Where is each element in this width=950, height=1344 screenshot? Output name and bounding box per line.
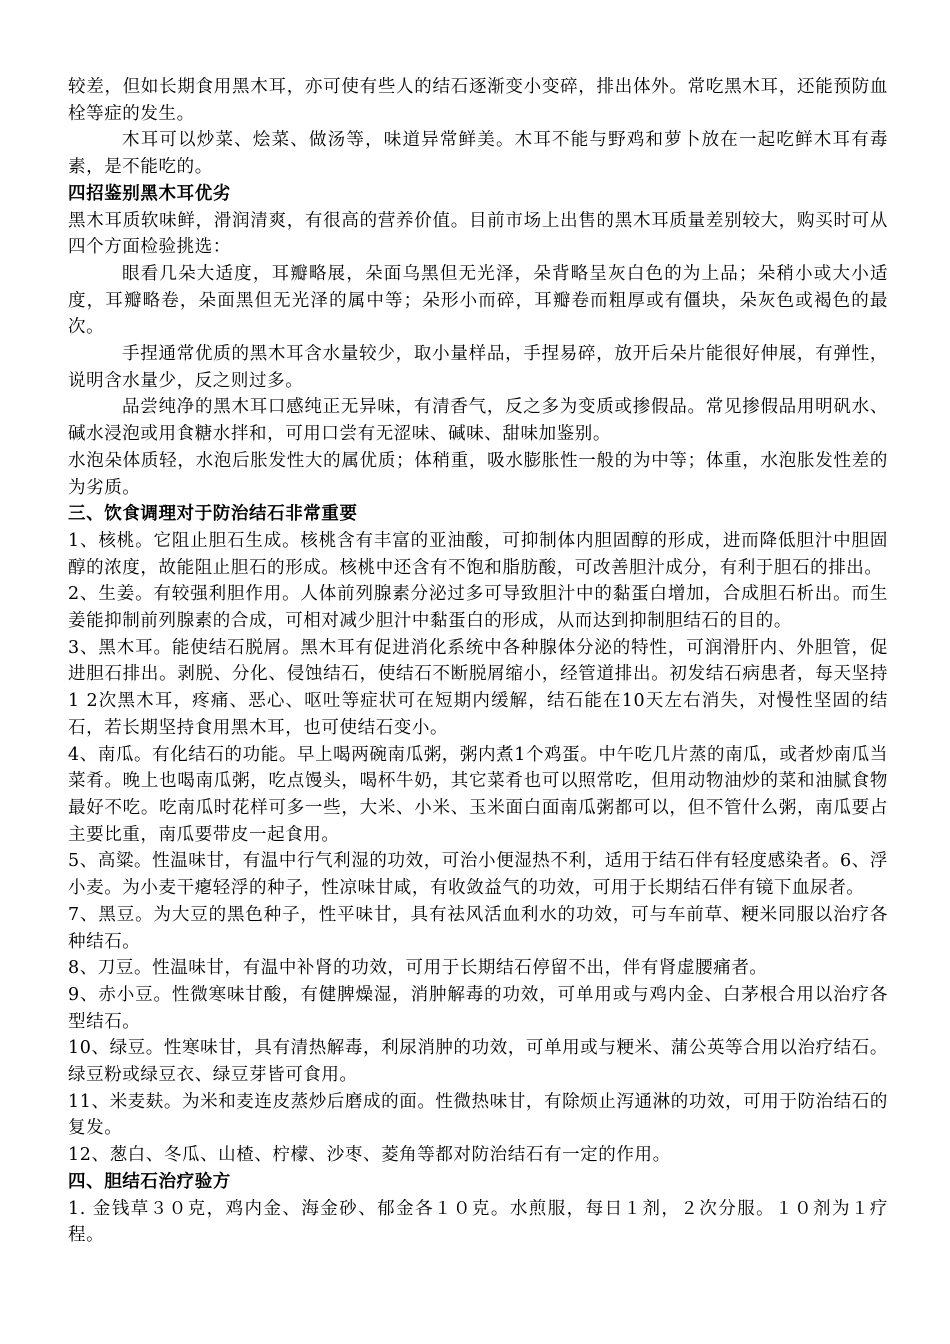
list-item-black-bean: 7、黑豆。为大豆的黑色种子，性平味甘，具有祛风活血利水的功效，可与车前草、粳米同服以治疗各种结石。: [68, 904, 888, 952]
document-page: [68, 74, 888, 1249]
list-item-mung-bean: 10、绿豆。性寒味甘，具有清热解毒，利尿消肿的功效，可单用或与粳米、蒲公英等合用以治疗结石。绿豆粉或绿豆衣、绿豆芽皆可食用。: [68, 1038, 888, 1086]
list-item-walnut: 1、核桃。它阻止胆石生成。核桃含有丰富的亚油酸，可抑制体内胆固醇的形成，进而降低胆汁中胆固醇的浓度，故能阻止胆石的形成。核桃中还含有不饱和脂肪酸，可改善胆汁成分，有利于胆石的排出。: [68, 530, 888, 578]
heading-remedies: 四、胆结石治疗验方: [68, 1171, 231, 1192]
list-item-sword-bean: 8、刀豆。性温味甘，有温中补肾的功效，可用于长期结石停留不出，伴有肾虚腰痛者。: [68, 958, 768, 979]
heading-fungus-quality: 四招鉴别黑木耳优劣: [68, 183, 231, 204]
heading-diet-section: 三、饮食调理对于防治结石非常重要: [68, 504, 358, 525]
paragraph-eye-check: 眼看几朵大适度，耳瓣略展，朵面乌黑但无光泽，朵背略呈灰白色的为上品；朵稍小或大小适度，耳瓣略卷，朵面黑但无光泽的属中等；朵形小而碎，耳瓣卷而粗厚或有僵块，朵灰色或褐色的最次。: [68, 263, 888, 338]
list-item-pumpkin: 4、南瓜。有化结石的功能。早上喝两碗南瓜粥，粥内煮1个鸡蛋。中午吃几片蒸的南瓜，或者炒南瓜当菜肴。晚上也喝南瓜粥，吃点馒头，喝杯牛奶，其它菜肴也可以照常吃，但用动物油炒的菜和油腻食物最好不吃。吃南瓜时花样可多一些，大米、小米、玉米面白面南瓜粥都可以，但不管什么粥，南瓜要占主要比重，南瓜要带皮一起食用。: [68, 744, 888, 845]
paragraph-water-check: 水泡朵体质轻，水泡后胀发性大的属优质；体稍重，吸水膨胀性一般的为中等；体重，水泡胀发性差的为劣质。: [68, 450, 888, 498]
list-item-bran: 11、米麦麸。为米和麦连皮蒸炒后磨成的面。性微热味甘，有除烦止泻通淋的功效，可用于防治结石的复发。: [68, 1091, 888, 1139]
list-item-black-fungus: 3、黑木耳。能使结石脱屑。黑木耳有促进消化系统中各种腺体分泌的特性，可润滑肝内、外胆管，促进胆石排出。剥脱、分化、侵蚀结石，使结石不断脱屑缩小，经管道排出。初发结石病患者，每天坚持1 2次黑木耳，疼痛、恶心、呕吐等症状可在短期内缓解，结石能在10天左右消失，对慢性坚固的结石，若长期坚持食用黑木耳，也可使结石变小。: [68, 637, 888, 738]
list-item-ginger: 2、生姜。有较强利胆作用。人体前列腺素分泌过多可导致胆汁中的黏蛋白增加，合成胆石析出。而生姜能抑制前列腺素的合成，可相对减少胆汁中黏蛋白的形成，从而达到抑制胆结石的目的。: [68, 584, 888, 632]
list-item-adzuki-bean: 9、赤小豆。性微寒味甘酸，有健脾燥湿，消肿解毒的功效，可单用或与鸡内金、白茅根合用以治疗各型结石。: [68, 984, 888, 1032]
list-item-sorghum-wheat: 5、高粱。性温味甘，有温中行气利湿的功效，可治小便湿热不利，适用于结石伴有轻度感染者。6、浮小麦。为小麦干瘪轻浮的种子，性凉味甘咸，有收敛益气的功效，可用于长期结石伴有镜下血尿者。: [68, 851, 888, 899]
list-item-remedy-1: 1. 金钱草３０克，鸡内金、海金砂、郁金各１０克。水煎服，每日１剂，２次分服。１０剂为１疗程。: [68, 1198, 888, 1246]
paragraph-gallstone-intro-end: 较差，但如长期食用黑木耳，亦可使有些人的结石逐渐变小变碎，排出体外。常吃黑木耳，还能预防血栓等症的发生。: [68, 77, 888, 124]
paragraph-hand-check: 手捏通常优质的黑木耳含水量较少，取小量样品，手捏易碎，放开后朵片能很好伸展，有弹性，说明含水量少，反之则过多。: [68, 344, 888, 391]
paragraph-fungus-cooking: 木耳可以炒菜、烩菜、做汤等，味道异常鲜美。木耳不能与野鸡和萝卜放在一起吃鲜木耳有毒素，是不能吃的。: [68, 130, 888, 178]
paragraph-fungus-quality-intro: 黑木耳质软味鲜，滑润清爽，有很高的营养价值。目前市场上出售的黑木耳质量差别较大，购买时可从四个方面检验挑选：: [68, 210, 888, 258]
paragraph-taste-check: 品尝纯净的黑木耳口感纯正无异味，有清香气，反之多为变质或掺假品。常见掺假品用明矾水、碱水浸泡或用食糖水拌和，可用口尝有无涩味、碱味、甜味加鉴别。: [68, 397, 888, 445]
list-item-others: 12、葱白、冬瓜、山楂、柠檬、沙枣、菱角等都对防治结石有一定的作用。: [68, 1145, 671, 1166]
